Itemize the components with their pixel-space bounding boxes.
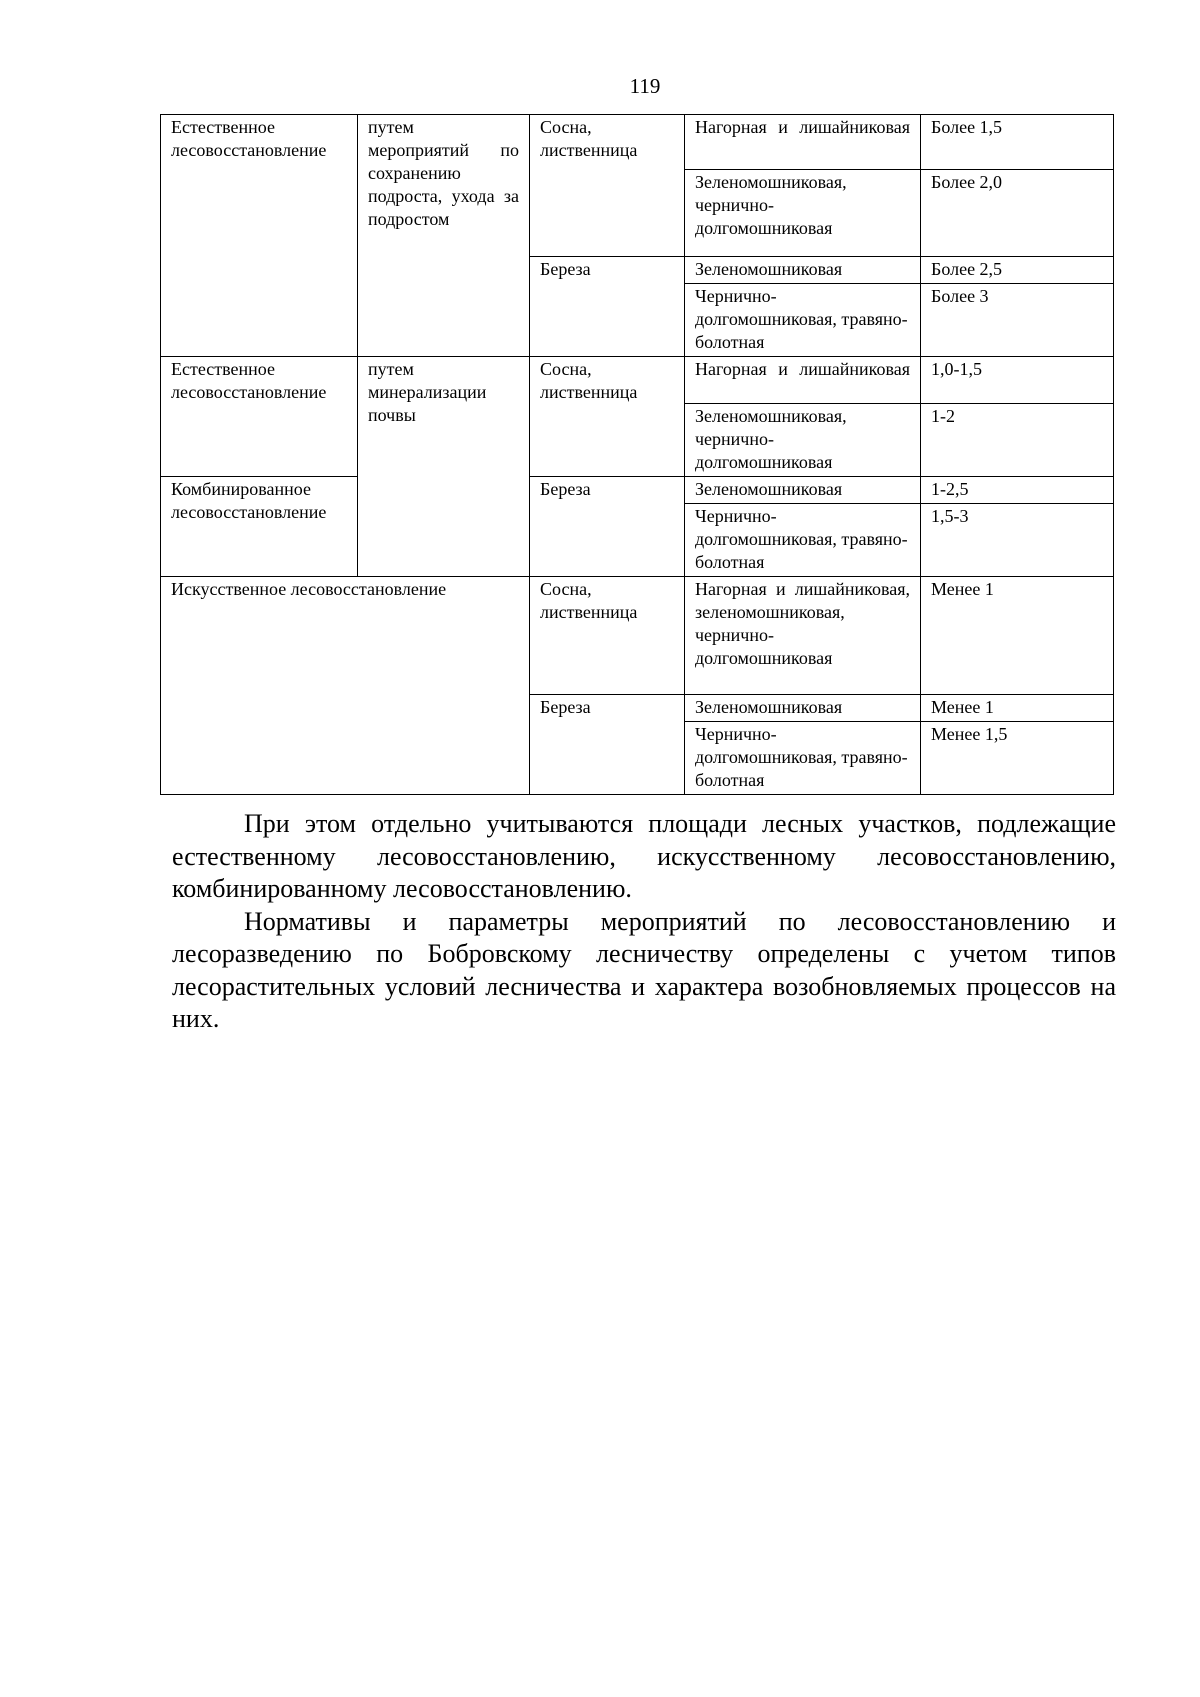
table-cell-value: Менее 1,5 bbox=[921, 722, 1114, 795]
table-cell-type: Естественное лесовосстановление bbox=[161, 115, 358, 357]
paragraph: Нормативы и параметры мероприятий по лесовосстановлению и лесоразведению по Бобровскому лесничеству определены с учетом типов лесорастительных условий лесничества и характера возобновляемых процессов на них. bbox=[172, 906, 1116, 1033]
table-cell-species: Береза bbox=[530, 695, 685, 795]
table-cell-value: Более 2,5 bbox=[921, 257, 1114, 284]
table-cell-condition: Зеленомошниковая, чернично-долгомошниковая bbox=[685, 404, 921, 477]
table-cell-species: Сосна, лиственница bbox=[530, 115, 685, 257]
table-row bbox=[161, 577, 1114, 695]
body-text bbox=[172, 808, 1116, 1036]
table-cell-species: Береза bbox=[530, 477, 685, 577]
table-row bbox=[161, 477, 1114, 504]
table-cell-value: Менее 1 bbox=[921, 695, 1114, 722]
table-cell-condition: Чернично-долгомошниковая, травяно-болотная bbox=[685, 722, 921, 795]
table-cell-species: Сосна, лиственница bbox=[530, 577, 685, 695]
table-cell-value: 1,5-3 bbox=[921, 504, 1114, 577]
table-cell-condition: Зеленомошниковая, чернично-долгомошниковая bbox=[685, 170, 921, 257]
table-cell-method: путем мероприятий по сохранению подроста, ухода за подростом bbox=[358, 115, 530, 357]
table-cell-species: Сосна, лиственница bbox=[530, 357, 685, 477]
table-row bbox=[161, 115, 1114, 170]
paragraph: При этом отдельно учитываются площади лесных участков, подлежащие естественному лесовосстановлению, искусственному лесовосстановлению, комбинированному лесовосстановлению. bbox=[172, 809, 1116, 903]
page-number: 119 bbox=[629, 74, 661, 98]
table-cell-condition: Нагорная и лишайниковая, зеленомошниковая, чернично-долгомошниковая bbox=[685, 577, 921, 695]
table-cell-type: Комбинированное лесовосстановление bbox=[161, 477, 358, 577]
table-cell-value: 1,0-1,5 bbox=[921, 357, 1114, 404]
table-cell-value: 1-2,5 bbox=[921, 477, 1114, 504]
table-cell-type: Естественное лесовосстановление bbox=[161, 357, 358, 477]
table-cell-value: 1-2 bbox=[921, 404, 1114, 477]
table-cell-value: Более 3 bbox=[921, 284, 1114, 357]
table-cell-condition: Зеленомошниковая bbox=[685, 477, 921, 504]
table-cell-value: Более 2,0 bbox=[921, 170, 1114, 257]
table-cell-value: Более 1,5 bbox=[921, 115, 1114, 170]
table-cell-type: Искусственное лесовосстановление bbox=[161, 577, 530, 795]
reforestation-norms-table bbox=[160, 114, 1114, 795]
table-cell-condition: Чернично-долгомошниковая, травяно-болотная bbox=[685, 504, 921, 577]
table-cell-species: Береза bbox=[530, 257, 685, 357]
table-cell-condition: Зеленомошниковая bbox=[685, 695, 921, 722]
table-cell-method: путем минерализации почвы bbox=[358, 357, 530, 577]
table-cell-condition: Нагорная и лишайниковая bbox=[685, 357, 921, 404]
table-cell-condition: Чернично-долгомошниковая, травяно-болотная bbox=[685, 284, 921, 357]
table-cell-value: Менее 1 bbox=[921, 577, 1114, 695]
table-row bbox=[161, 357, 1114, 404]
table-cell-condition: Нагорная и лишайниковая bbox=[685, 115, 921, 170]
table-cell-condition: Зеленомошниковая bbox=[685, 257, 921, 284]
